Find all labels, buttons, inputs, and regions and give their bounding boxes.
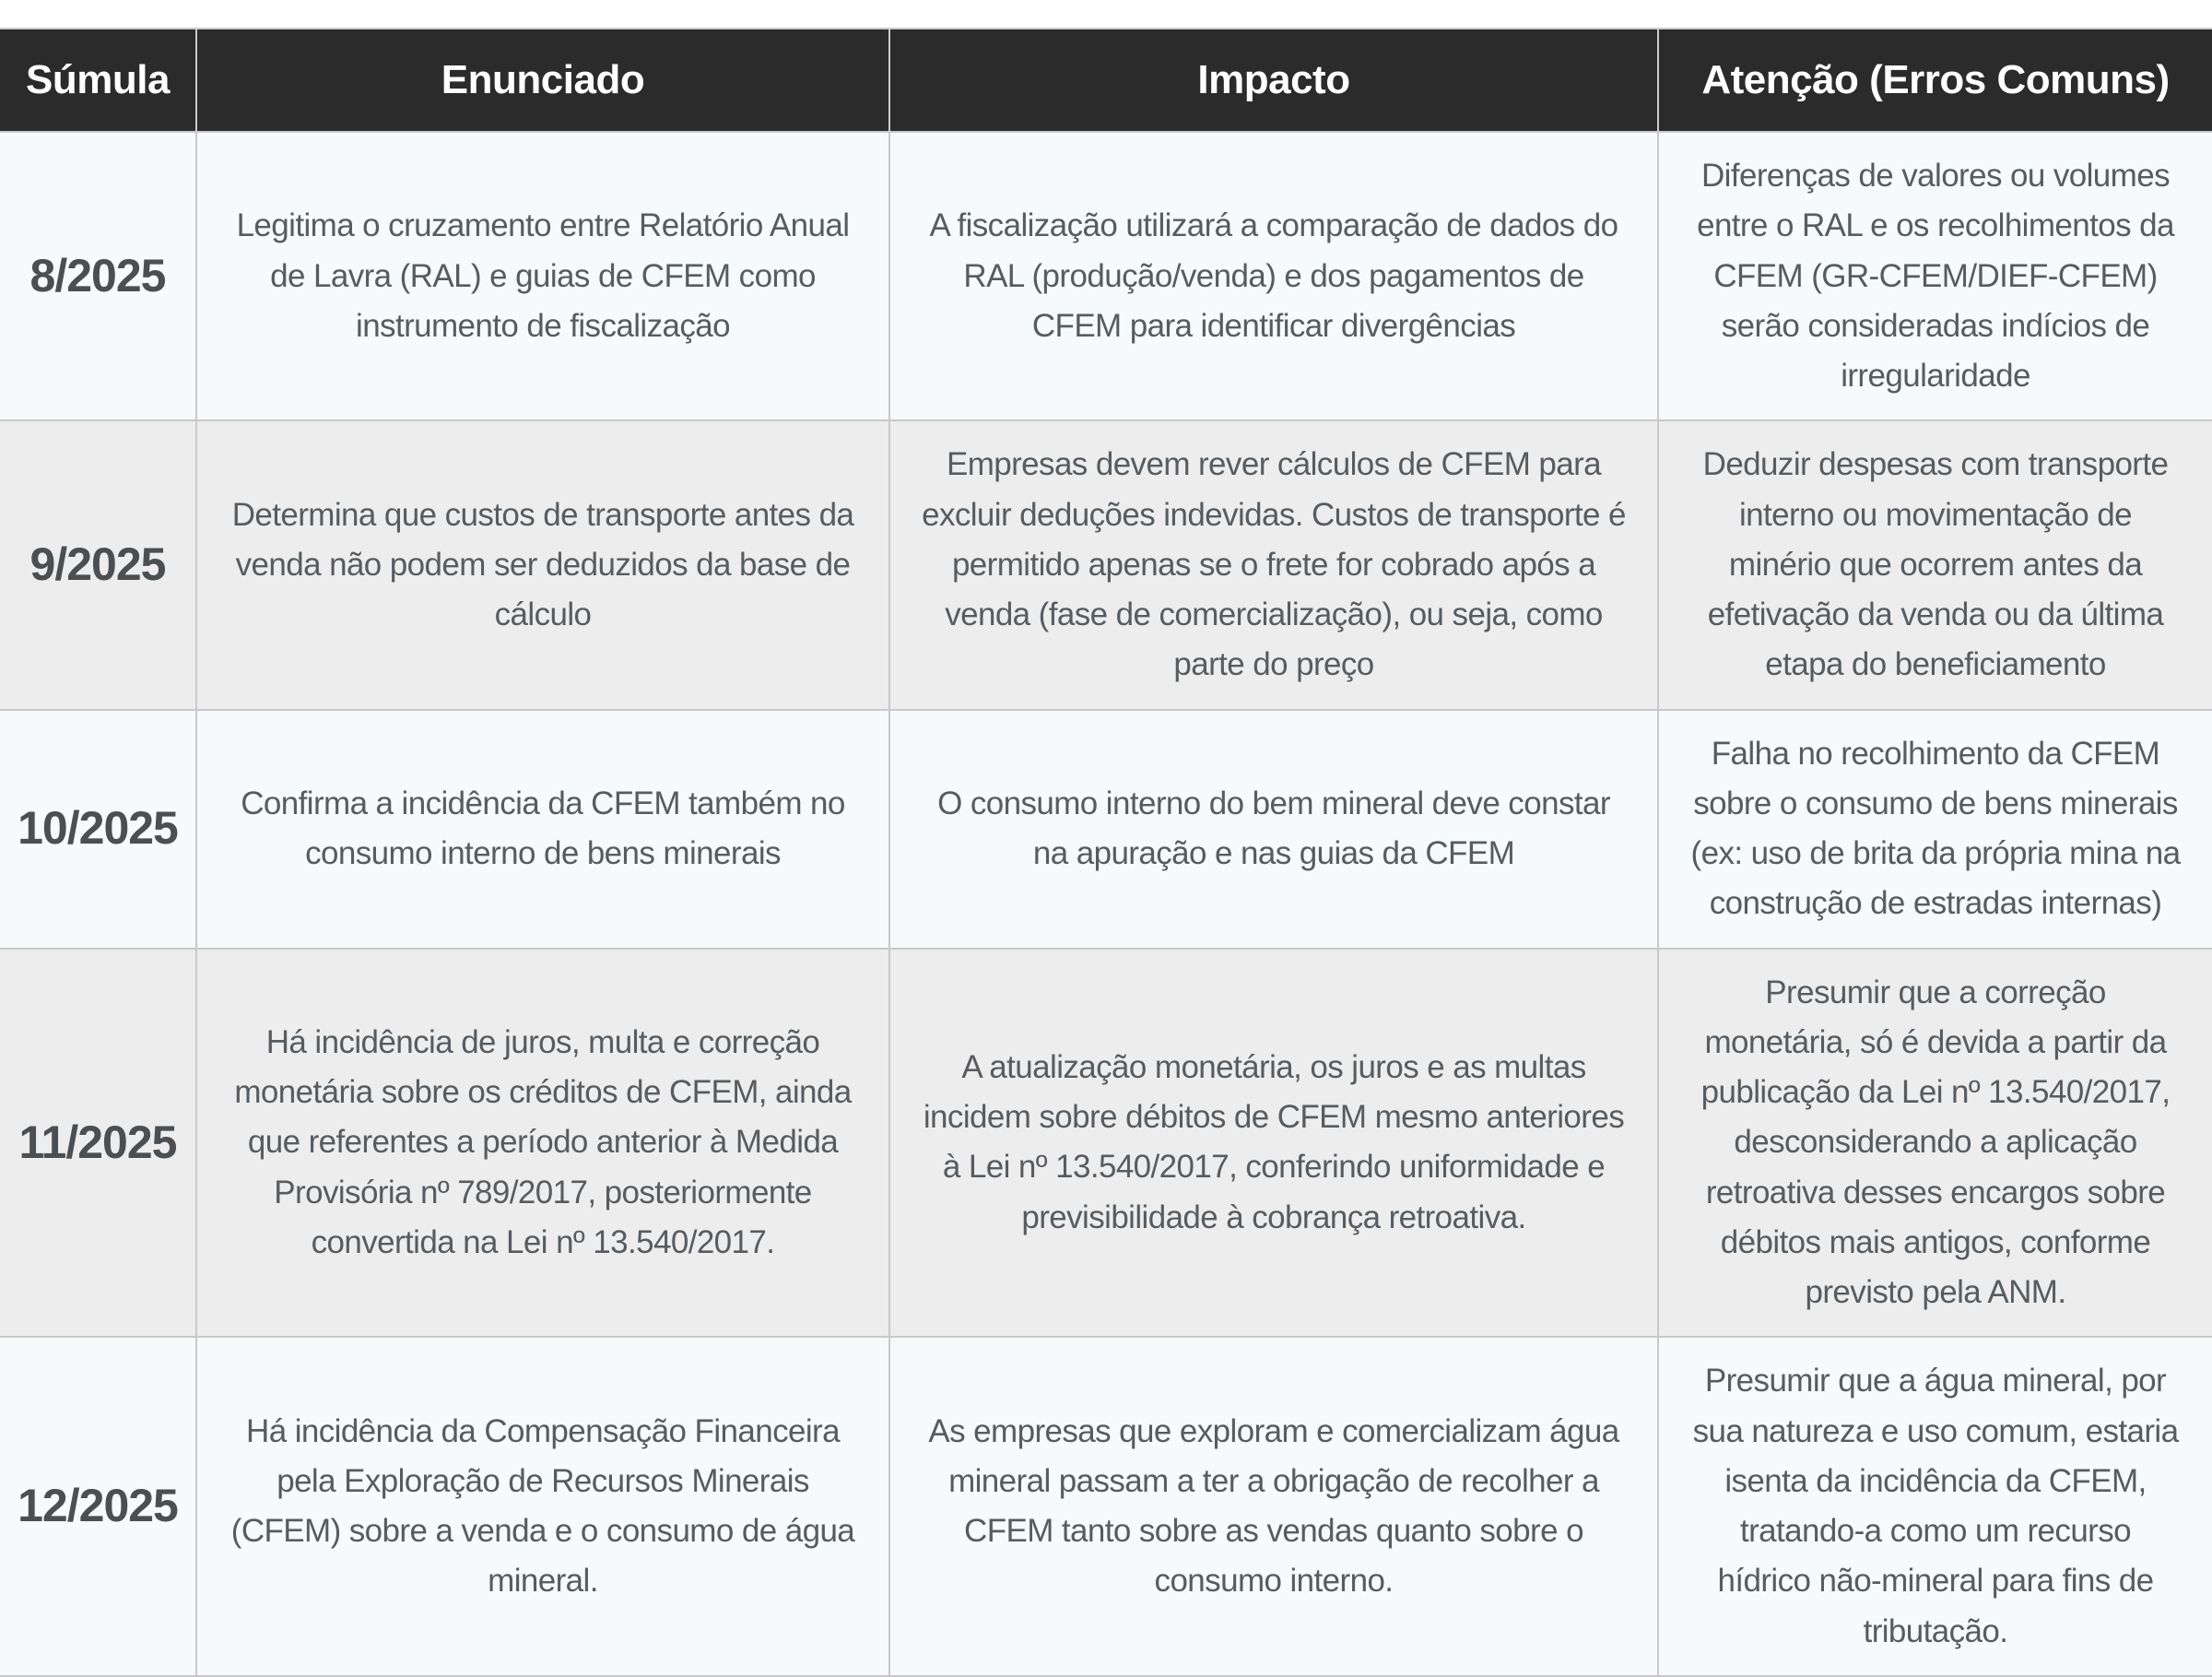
table-body (0, 132, 2212, 1676)
cell-enunciado: Confirma a incidência da CFEM também no consumo interno de bens minerais (196, 710, 889, 949)
cell-impacto: Empresas devem rever cálculos de CFEM para excluir deduções indevidas. Custos de transporte é permitido apenas se o frete for cobrado após a venda (fase de comercialização), ou seja, como parte do preço (889, 420, 1658, 709)
cell-enunciado: Há incidência de juros, multa e correção monetária sobre os créditos de CFEM, ainda que referentes a período anterior à Medida Provisória nº 789/2017, posteriormente convertida na Lei nº 13.540/2017. (196, 949, 889, 1338)
cell-sumula: 10/2025 (0, 710, 196, 949)
table-row-9-2025 (0, 420, 2212, 709)
table-row-12-2025 (0, 1337, 2212, 1676)
cell-enunciado: Legitima o cruzamento entre Relatório Anual de Lavra (RAL) e guias de CFEM como instrumento de fiscalização (196, 132, 889, 420)
cell-enunciado: Determina que custos de transporte antes da venda não podem ser deduzidos da base de cálculo (196, 420, 889, 709)
cell-impacto: A fiscalização utilizará a comparação de dados do RAL (produção/venda) e dos pagamentos de CFEM para identificar divergências (889, 132, 1658, 420)
cell-enunciado: Há incidência da Compensação Financeira pela Exploração de Recursos Minerais (CFEM) sobre a venda e o consumo de água mineral. (196, 1337, 889, 1676)
cell-impacto: O consumo interno do bem mineral deve constar na apuração e nas guias da CFEM (889, 710, 1658, 949)
column-header-atencao: Atenção (Erros Comuns) (1658, 29, 2212, 132)
table-row-11-2025 (0, 949, 2212, 1338)
sumulas-table-container (0, 28, 2212, 1677)
cell-impacto: As empresas que exploram e comercializam água mineral passam a ter a obrigação de recolher a CFEM tanto sobre as vendas quanto sobre o consumo interno. (889, 1337, 1658, 1676)
cell-atencao: Falha no recolhimento da CFEM sobre o consumo de bens minerais (ex: uso de brita da própria mina na construção de estradas internas) (1658, 710, 2212, 949)
cell-sumula: 9/2025 (0, 420, 196, 709)
cell-sumula: 8/2025 (0, 132, 196, 420)
cell-impacto: A atualização monetária, os juros e as multas incidem sobre débitos de CFEM mesmo anteriores à Lei nº 13.540/2017, conferindo uniformidade e previsibilidade à cobrança retroativa. (889, 949, 1658, 1338)
column-header-impacto: Impacto (889, 29, 1658, 132)
column-header-sumula: Súmula (0, 29, 196, 132)
cell-atencao: Diferenças de valores ou volumes entre o RAL e os recolhimentos da CFEM (GR-CFEM/DIEF-CFEM) serão consideradas indícios de irregularidade (1658, 132, 2212, 420)
sumulas-cfem-table (0, 28, 2212, 1677)
table-header (0, 29, 2212, 132)
cell-sumula: 11/2025 (0, 949, 196, 1338)
cell-atencao: Deduzir despesas com transporte interno ou movimentação de minério que ocorrem antes da efetivação da venda ou da última etapa do beneficiamento (1658, 420, 2212, 709)
header-row (0, 29, 2212, 132)
cell-sumula: 12/2025 (0, 1337, 196, 1676)
cell-atencao: Presumir que a correção monetária, só é devida a partir da publicação da Lei nº 13.540/2017, desconsiderando a aplicação retroativa desses encargos sobre débitos mais antigos, conforme previsto pela ANM. (1658, 949, 2212, 1338)
table-row-8-2025 (0, 132, 2212, 420)
cell-atencao: Presumir que a água mineral, por sua natureza e uso comum, estaria isenta da incidência da CFEM, tratando-a como um recurso hídrico não-mineral para fins de tributação. (1658, 1337, 2212, 1676)
table-row-10-2025 (0, 710, 2212, 949)
column-header-enunciado: Enunciado (196, 29, 889, 132)
